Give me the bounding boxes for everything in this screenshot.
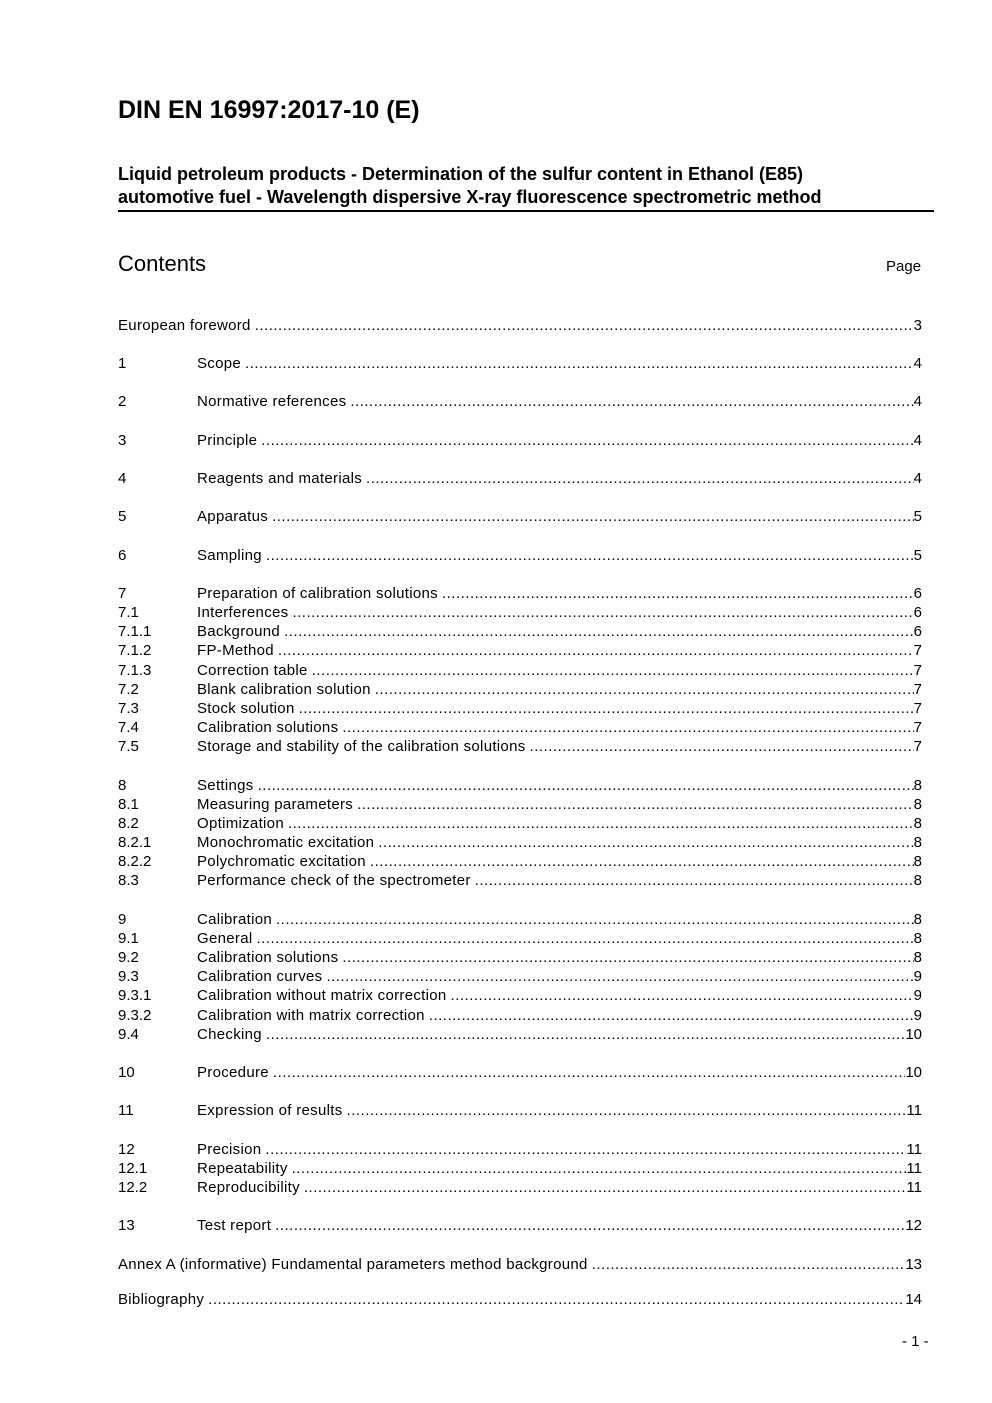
toc-entry-page: 7 (913, 700, 922, 717)
toc-entry[interactable] (118, 1255, 922, 1274)
toc-entry[interactable] (118, 641, 922, 660)
toc-entry-number: 8.2.1 (118, 834, 152, 851)
toc-entry-number: 8.2.2 (118, 853, 152, 870)
toc-entry-page: 8 (913, 834, 922, 851)
toc-entry[interactable] (118, 871, 922, 890)
toc-entry-number: 7.1.1 (118, 623, 152, 640)
toc-entry[interactable] (118, 1063, 922, 1082)
toc-entry[interactable] (118, 1216, 922, 1235)
toc-entry-title: Annex A (informative) Fundamental parameters method background (118, 1256, 588, 1273)
toc-entry-page: 5 (913, 508, 922, 525)
toc-entry-number: 9.3 (118, 968, 139, 985)
toc-dot-leader (278, 641, 914, 660)
toc-dot-leader (378, 833, 913, 852)
toc-entry[interactable] (118, 699, 922, 718)
toc-entry-number: 8 (118, 777, 127, 794)
toc-entry-page: 7 (913, 662, 922, 679)
toc-entry-page: 11 (906, 1179, 922, 1196)
toc-dot-leader (292, 1159, 907, 1178)
toc-entry-title: Procedure (197, 1064, 269, 1081)
toc-entry-title: Calibration solutions (197, 719, 339, 736)
toc-entry[interactable] (118, 603, 922, 622)
toc-entry-number: 7 (118, 585, 127, 602)
toc-entry-number: 9 (118, 911, 127, 928)
toc-dot-leader (276, 910, 914, 929)
toc-entry-title: Settings (197, 777, 254, 794)
toc-entry-page: 8 (913, 949, 922, 966)
toc-entry-page: 4 (913, 355, 922, 372)
toc-entry-title: Precision (197, 1141, 262, 1158)
toc-entry-title: FP-Method (197, 642, 274, 659)
toc-entry-number: 8.3 (118, 872, 139, 889)
toc-dot-leader (347, 1101, 907, 1120)
toc-entry-title: Test report (197, 1217, 272, 1234)
toc-dot-leader (375, 680, 914, 699)
toc-entry-title: Storage and stability of the calibration solutions (197, 738, 526, 755)
toc-dot-leader (366, 469, 914, 488)
toc-dot-leader (266, 1025, 905, 1044)
toc-entry-number: 12.2 (118, 1179, 148, 1196)
toc-entry-title: Apparatus (197, 508, 269, 525)
document-code: DIN EN 16997:2017-10 (E) (118, 96, 420, 124)
toc-entry-page: 11 (906, 1102, 922, 1119)
toc-entry-title: General (197, 930, 253, 947)
toc-dot-leader (299, 699, 914, 718)
toc-entry-number: 9.4 (118, 1026, 139, 1043)
toc-entry-title: Optimization (197, 815, 284, 832)
toc-dot-leader (350, 392, 913, 411)
toc-dot-leader (370, 852, 914, 871)
toc-entry-number: 9.3.1 (118, 987, 152, 1004)
toc-entry-title: Normative references (197, 393, 347, 410)
toc-entry-page: 7 (913, 642, 922, 659)
toc-entry[interactable] (118, 354, 922, 373)
contents-heading: Contents (118, 251, 207, 276)
toc-entry-title: Principle (197, 432, 258, 449)
toc-entry-page: 3 (913, 317, 922, 334)
toc-entry-page: 8 (913, 853, 922, 870)
toc-entry[interactable] (118, 661, 922, 680)
toc-dot-leader (592, 1255, 906, 1274)
toc-entry-title: Background (197, 623, 281, 640)
toc-entry[interactable] (118, 584, 922, 603)
toc-dot-leader (342, 718, 913, 737)
toc-entry-title: Interferences (197, 604, 289, 621)
toc-entry-number: 7.3 (118, 700, 139, 717)
toc-entry-number: 13 (118, 1217, 135, 1234)
toc-entry-title: Sampling (197, 547, 262, 564)
toc-dot-leader (475, 871, 914, 890)
toc-entry[interactable] (118, 392, 922, 411)
toc-entry[interactable] (118, 469, 922, 488)
table-of-contents (118, 0, 922, 1403)
toc-entry-page: 6 (913, 623, 922, 640)
toc-entry-number: 1 (118, 355, 127, 372)
toc-entry-page: 8 (913, 872, 922, 889)
toc-entry-title: Preparation of calibration solutions (197, 585, 438, 602)
toc-entry-number: 10 (118, 1064, 135, 1081)
subtitle-line-2: automotive fuel - Wavelength dispersive X-ray fluorescence spectrometric method (118, 187, 822, 207)
toc-entry-title: Scope (197, 355, 242, 372)
toc-dot-leader (245, 354, 914, 373)
toc-dot-leader (288, 814, 914, 833)
toc-dot-leader (256, 929, 913, 948)
toc-entry-title: Calibration curves (197, 968, 323, 985)
toc-entry[interactable] (118, 795, 922, 814)
toc-entry-title: Checking (197, 1026, 262, 1043)
toc-entry-title: Calibration with matrix correction (197, 1007, 425, 1024)
toc-entry-page: 7 (913, 681, 922, 698)
toc-entry-page: 8 (913, 815, 922, 832)
toc-entry[interactable] (118, 852, 922, 871)
toc-entry-number: 8.1 (118, 796, 139, 813)
toc-entry-title: Monochromatic excitation (197, 834, 375, 851)
toc-entry-page: 9 (913, 987, 922, 1004)
toc-entry-page: 6 (913, 585, 922, 602)
toc-entry-title: Stock solution (197, 700, 295, 717)
toc-entry-page: 9 (913, 968, 922, 985)
toc-entry[interactable] (118, 546, 922, 565)
toc-dot-leader (208, 1290, 905, 1309)
toc-dot-leader (342, 948, 913, 967)
toc-entry[interactable] (118, 1159, 922, 1178)
toc-dot-leader (265, 1140, 906, 1159)
toc-entry-page: 5 (913, 547, 922, 564)
page-column-label: Page (886, 258, 922, 275)
toc-entry[interactable] (118, 1178, 922, 1197)
toc-entry[interactable] (118, 986, 922, 1005)
toc-entry-number: 9.2 (118, 949, 139, 966)
toc-entry[interactable] (118, 316, 922, 335)
toc-entry-title: Reagents and materials (197, 470, 363, 487)
toc-dot-leader (429, 1006, 914, 1025)
toc-entry-title: Blank calibration solution (197, 681, 371, 698)
toc-entry-number: 11 (118, 1102, 134, 1119)
toc-entry[interactable] (118, 929, 922, 948)
toc-entry-number: 12 (118, 1141, 135, 1158)
toc-dot-leader (273, 1063, 905, 1082)
toc-entry[interactable] (118, 680, 922, 699)
toc-entry-page: 8 (913, 777, 922, 794)
toc-entry-number: 7.4 (118, 719, 139, 736)
toc-entry[interactable] (118, 1025, 922, 1044)
toc-entry-number: 7.1.2 (118, 642, 152, 659)
toc-dot-leader (530, 737, 914, 756)
toc-entry[interactable] (118, 833, 922, 852)
toc-entry-number: 6 (118, 547, 127, 564)
toc-entry[interactable] (118, 718, 922, 737)
toc-entry-page: 4 (913, 432, 922, 449)
toc-entry[interactable] (118, 910, 922, 929)
toc-entry-page: 14 (905, 1291, 922, 1308)
toc-entry[interactable] (118, 431, 922, 450)
toc-entry-title: European foreword (118, 317, 251, 334)
toc-entry-page: 9 (913, 1007, 922, 1024)
toc-dot-leader (304, 1178, 907, 1197)
toc-dot-leader (272, 507, 914, 526)
toc-entry-title: Calibration solutions (197, 949, 339, 966)
toc-entry-page: 7 (913, 738, 922, 755)
toc-dot-leader (284, 622, 914, 641)
toc-entry-page: 8 (913, 930, 922, 947)
toc-entry-page: 10 (905, 1026, 922, 1043)
toc-dot-leader (312, 661, 914, 680)
toc-entry-page: 4 (913, 393, 922, 410)
toc-entry-number: 5 (118, 508, 127, 525)
toc-dot-leader (357, 795, 914, 814)
toc-entry-number: 9.3.2 (118, 1007, 152, 1024)
toc-entry-title: Measuring parameters (197, 796, 354, 813)
toc-entry[interactable] (118, 1006, 922, 1025)
toc-entry-page: 8 (913, 911, 922, 928)
page-number: - 1 - (902, 1333, 929, 1350)
toc-dot-leader (442, 584, 914, 603)
toc-entry-number: 7.5 (118, 738, 139, 755)
toc-entry-title: Polychromatic excitation (197, 853, 366, 870)
toc-entry-title: Expression of results (197, 1102, 343, 1119)
toc-entry-title: Reproducibility (197, 1179, 300, 1196)
toc-entry-page: 4 (913, 470, 922, 487)
toc-entry-page: 10 (905, 1064, 922, 1081)
toc-entry[interactable] (118, 814, 922, 833)
toc-entry-title: Repeatability (197, 1160, 288, 1177)
toc-entry-title: Correction table (197, 662, 308, 679)
toc-entry[interactable] (118, 776, 922, 795)
toc-entry-number: 12.1 (118, 1160, 148, 1177)
toc-entry-title: Performance check of the spectrometer (197, 872, 471, 889)
toc-entry-page: 11 (906, 1141, 922, 1158)
toc-entry-number: 7.1.3 (118, 662, 152, 679)
toc-entry-number: 7.2 (118, 681, 139, 698)
subtitle-line-1: Liquid petroleum products - Determination of the sulfur content in Ethanol (E85) (118, 164, 804, 184)
toc-entry-page: 12 (905, 1217, 922, 1234)
toc-entry-title: Bibliography (118, 1291, 205, 1308)
toc-entry-page: 13 (905, 1256, 922, 1273)
toc-entry[interactable] (118, 948, 922, 967)
toc-entry-number: 4 (118, 470, 127, 487)
toc-entry-title: Calibration (197, 911, 273, 928)
toc-entry[interactable] (118, 737, 922, 756)
toc-dot-leader (275, 1216, 905, 1235)
toc-dot-leader (451, 986, 914, 1005)
toc-entry-number: 8.2 (118, 815, 139, 832)
toc-entry-number: 2 (118, 393, 127, 410)
toc-entry-number: 7.1 (118, 604, 139, 621)
toc-entry[interactable] (118, 967, 922, 986)
toc-entry[interactable] (118, 1290, 922, 1309)
toc-dot-leader (326, 967, 913, 986)
toc-entry[interactable] (118, 1140, 922, 1159)
toc-entry[interactable] (118, 622, 922, 641)
toc-entry-title: Calibration without matrix correction (197, 987, 447, 1004)
toc-dot-leader (255, 316, 914, 335)
toc-dot-leader (258, 776, 914, 795)
toc-dot-leader (292, 603, 913, 622)
toc-dot-leader (266, 546, 914, 565)
toc-entry-number: 9.1 (118, 930, 139, 947)
toc-entry[interactable] (118, 507, 922, 526)
toc-entry[interactable] (118, 1101, 922, 1120)
toc-entry-page: 8 (913, 796, 922, 813)
toc-dot-leader (261, 431, 913, 450)
toc-entry-page: 11 (906, 1160, 922, 1177)
toc-entry-page: 6 (913, 604, 922, 621)
toc-entry-number: 3 (118, 432, 127, 449)
toc-entry-page: 7 (913, 719, 922, 736)
